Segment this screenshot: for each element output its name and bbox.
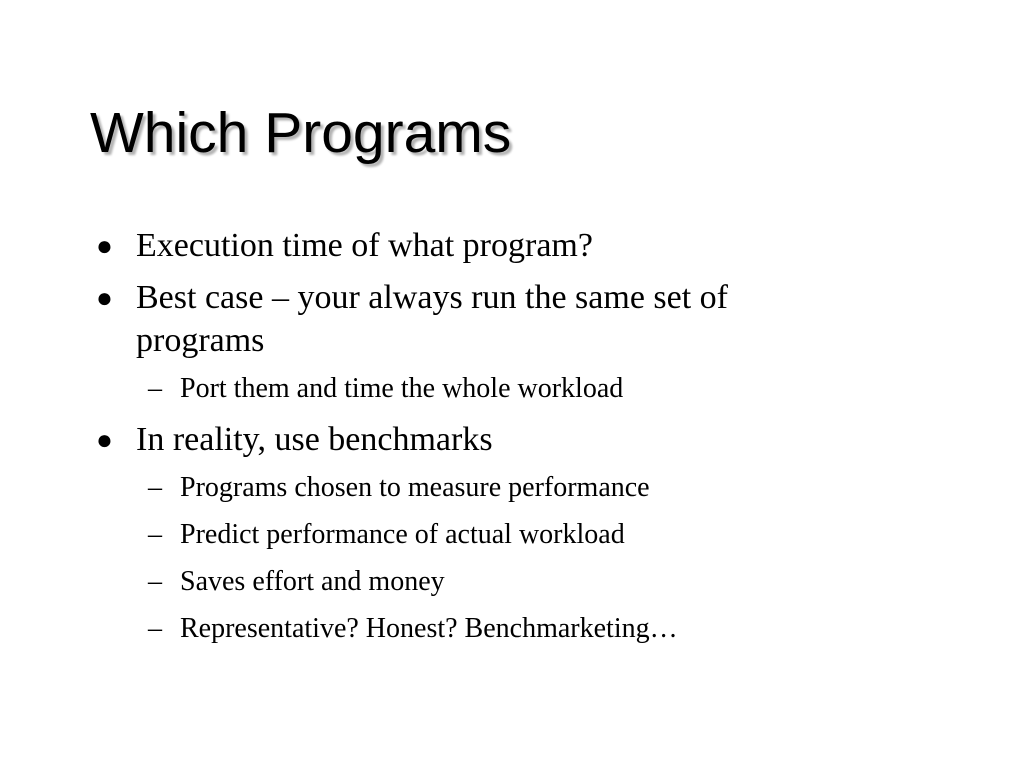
bullet-text: In reality, use benchmarks bbox=[136, 421, 493, 458]
sub-bullet-item bbox=[96, 609, 956, 649]
bullet-item bbox=[96, 224, 956, 267]
bullet-dot-icon: ● bbox=[96, 425, 113, 456]
dash-icon: – bbox=[148, 373, 162, 404]
sub-bullet-text: Predict performance of actual workload bbox=[180, 519, 625, 550]
slide-title: Which Programs bbox=[90, 101, 512, 165]
sub-bullet-text: Programs chosen to measure performance bbox=[180, 472, 650, 503]
sub-bullet-text: Port them and time the whole workload bbox=[180, 373, 624, 404]
bullet-text: Best case – your always run the same set of programs bbox=[136, 279, 728, 359]
bullet-text: Execution time of what program? bbox=[136, 227, 593, 264]
dash-icon: – bbox=[148, 613, 162, 644]
bullet-dot-icon: ● bbox=[96, 283, 113, 314]
sub-bullet-item bbox=[96, 562, 956, 602]
bullet-list bbox=[96, 224, 956, 658]
dash-icon: – bbox=[148, 519, 162, 550]
dash-icon: – bbox=[148, 472, 162, 503]
bullet-item bbox=[96, 276, 956, 362]
sub-bullet-item bbox=[96, 515, 956, 555]
sub-bullet-text: Representative? Honest? Benchmarketing… bbox=[180, 613, 678, 644]
bullet-item bbox=[96, 418, 956, 461]
sub-bullet-item bbox=[96, 468, 956, 508]
bullet-dot-icon: ● bbox=[96, 231, 113, 262]
dash-icon: – bbox=[148, 566, 162, 597]
sub-bullet-text: Saves effort and money bbox=[180, 566, 445, 597]
sub-bullet-item bbox=[96, 369, 956, 409]
